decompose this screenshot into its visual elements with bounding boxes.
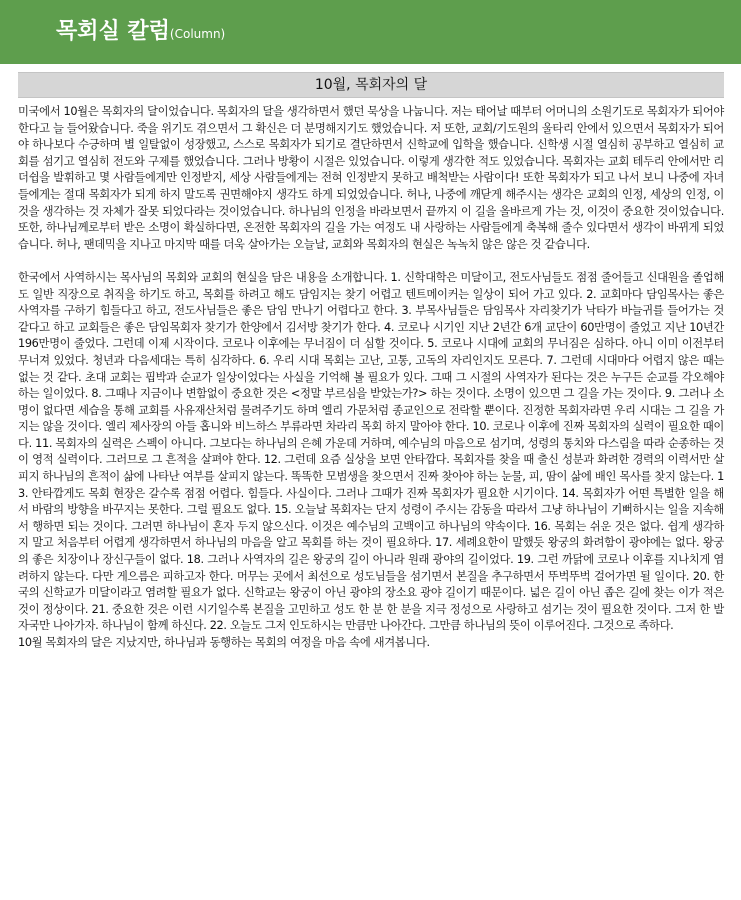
article-title: 10월, 목회자의 달 [314, 77, 428, 93]
paragraph-spacer [18, 253, 724, 270]
article-paragraph-1: 미국에서 10월은 목회자의 달이었습니다. 목회자의 달을 생각하면서 했던 묵상을 나눕니다. 저는 태어날 때부터 어머니의 소원기도로 목회자가 되어야 한다고 늘 들어왔습니다. 죽을 위기도 겪으면서 그 확신은 더 분명해지기도 했었습니다. 저 또한, 교회/기도원의 울타리 안에서 있으면서 목회자가 되어야 하나보다 수긍하며 별 일탈없이 성장했고, 스스로 목회자가 되기로 결단하면서 신학교에 입학을 했습니다. 신학생 시절 열심히 공부하고 열심히 교회를 섬기고 열심히 전도와 구제를 했었습니다. 그러나 방황이 시절은 있었습니다. 이렇게 생각한 적도 있었습니다. 목회자는 교회 테두리 안에서만 리더쉽을 발휘하고 몇 사람들에게만 인정받지, 세상 사람들에게는 전혀 인정받지 못하고 배척받는 사람이다! 또한 목회자가 되고 나서 보니 나중에 자녀들에게는 절대 목회자가 되게 하지 말도록 권면해야지 생각도 하게 되었었습니다. 허나, 나중에 깨닫게 해주시는 생각은 교회의 인정, 세상의 인정, 이것을 생각하는 것 자체가 잘못 되었다라는 것이었습니다. 하나님의 인정을 바라보면서 끝까지 이 길을 올바르게 가는 것, 이것이 중요한 것이었습니다. 또한, 하나님께로부터 받은 소명이 확실하다면, 온전한 목회자의 길을 가는 여정도 내 사랑하는 사람들에게 축복해 줄수 있다면서 생각이 바뀌게 되었습니다. 허나, 팬데믹을 지나고 마지막 때를 더욱 살아가는 오늘날, 교회와 목회자의 현실은 녹녹치 않은 않은 것 같습니다. [18, 105, 724, 251]
section-subtitle: (Column) [169, 27, 226, 41]
section-title [56, 16, 225, 50]
article-title-bar [18, 72, 724, 98]
section-title-text: 목회실 칼럼 [56, 19, 170, 44]
article-paragraph-2: 한국에서 사역하시는 목사님의 목회와 교회의 현실을 담은 내용을 소개합니다. 1. 신학대학은 미달이고, 전도사님들도 점점 줄어들고 신대원을 졸업해도 일반 직장으로 취직을 하기도 하고, 목회를 하려고 해도 담임지는 찾기 어렵고 텐트메이커는 일상이 되어 가고 있다. 2. 교회마다 담임목사는 좋은 사역자를 구하기 힘들다고 하고, 전도사님들은 좋은 담임 만나기 어렵다고 한다. 3. 부목사님들은 담임목사 자리찾기가 낙타가 바늘귀를 들어가는 것 같다고 하고 교회들은 좋은 담임목회자 찾기가 한양에서 김서방 찾기가 한다. 4. 코로나 시기인 지난 2년간 6개 교단이 60만명이 줄었고 지난 10년간 196만명이 줄었다. 그런데 이제 시작이다. 코로나 이후에는 무너짐이 더 심할 것이다. 5. 코로나 시대에 교회의 무너짐은 심하다. 아니 이미 이전부터 무너져 있었다. 청년과 다음세대는 특히 심각하다. 6. 우리 시대 목회는 고난, 고통, 고독의 자리인지도 모른다. 7. 그런데 시대마다 어렵지 않은 때는 없는 것 같다. 초대 교회는 핍박과 순교가 일상이었다는 사실을 기억해 볼 필요가 있다. 그때 그 시절의 사역자가 된다는 것은 누구든 순교를 각오해야 하는 일이었다. 8. 그때나 지금이나 변함없이 중요한 것은 <정말 부르심을 받았는가?> 하는 것이다. 소명이 있으면 그 길을 가는 것이다. 9. 그러나 소명이 없다면 세습을 통해 교회를 사유재산처럼 물려주기도 하며 엘리 가문처럼 종교인으로 전락할 뿐이다. 진정한 목회자라면 우리 시대는 그 길을 가지는 않을 것이다. 엘리 제사장의 아들 홉니와 비느하스 부류라면 차라리 목회 하지 말아야 한다. 10. 코로나 이후에 진짜 목회자의 실력이 필요한 때이다. 11. 목회자의 실력은 스펙이 아니다. 그보다는 하나님의 은혜 가운데 거하며, 예수님의 마음으로 섬기며, 성령의 통치와 다스림을 따라 순종하는 것이 영적 실력이다. 그러므로 그 흔적을 살펴야 한다. 12. 그런데 요즘 실상을 보면 안타깝다. 목회자를 찾을 때 출신 성분과 화려한 경력의 이력서만 살피지 하나님의 흔적이 삶에 나타난 여부를 살피지 않는다. 똑똑한 모범생을 찾으면서 진짜 찾아야 하는 눈물, 피, 땀이 삶에 배인 목사를 찾지 않는다. 13. 안타깝게도 목회 현장은 갈수록 점점 어렵다. 힘들다. 사실이다. 그러나 그때가 진짜 목회자가 필요한 시기이다. 14. 목회자가 어떤 특별한 일을 해서 바람의 방향을 바꾸지는 못한다. 그럴 필요도 없다. 15. 오늘날 목회자는 단지 성령이 주시는 감동을 따라서 그냥 하나님이 기뻐하시는 일을 지속해서 행하면 되는 것이다. 그러면 하나님이 혼자 두지 않으신다. 이것은 예수님의 고백이고 하나님의 약속이다. 16. 목회는 쉬운 것은 없다. 쉽게 생각하지 말고 처음부터 어렵게 생각하면서 하나님의 마음을 알고 목회를 하는 것이 필요하다. 17. 세례요한이 말했듯 왕궁의 화려함이 광야에는 없다. 왕궁의 좋은 치장이나 장신구들이 없다. 18. 그러나 사역자의 길은 왕궁의 길이 아니라 원래 광야의 길이었다. 19. 그런 까닭에 코로나 이후를 지나치게 염려하지 않는다. 다만 게으름은 피하고자 한다. 머무는 곳에서 최선으로 성도님들을 섬기면서 본질을 추구하면서 뚜벅뚜벅 걸어가면 될 일이다. 20. 한국의 신학교가 미달이라고 염려할 필요가 없다. 신학교는 왕궁이 아닌 광야의 장소요 광야 길이기 때문이다. 넓은 길이 아닌 좁은 길에 찾는 이가 적은 것이 정상이다. 21. 중요한 것은 이런 시기일수록 본질을 고민하고 성도 한 분 한 분을 지극 정성으로 사랑하고 섬기는 것이 필요한 것이다. 그저 한 발자국만 나아가자. 하나님이 함께 하신다. 22. 오늘도 그저 인도하시는 만큼만 나아간다. 그만큼 하나님의 뜻이 이루어진다. 그것으로 족하다. [18, 270, 724, 633]
column-header-banner [0, 0, 741, 64]
article-body [18, 104, 724, 652]
article-closing: 10월 목회자의 달은 지났지만, 하나님과 동행하는 목회의 여정을 마음 속에 새겨봅니다. [18, 636, 430, 649]
